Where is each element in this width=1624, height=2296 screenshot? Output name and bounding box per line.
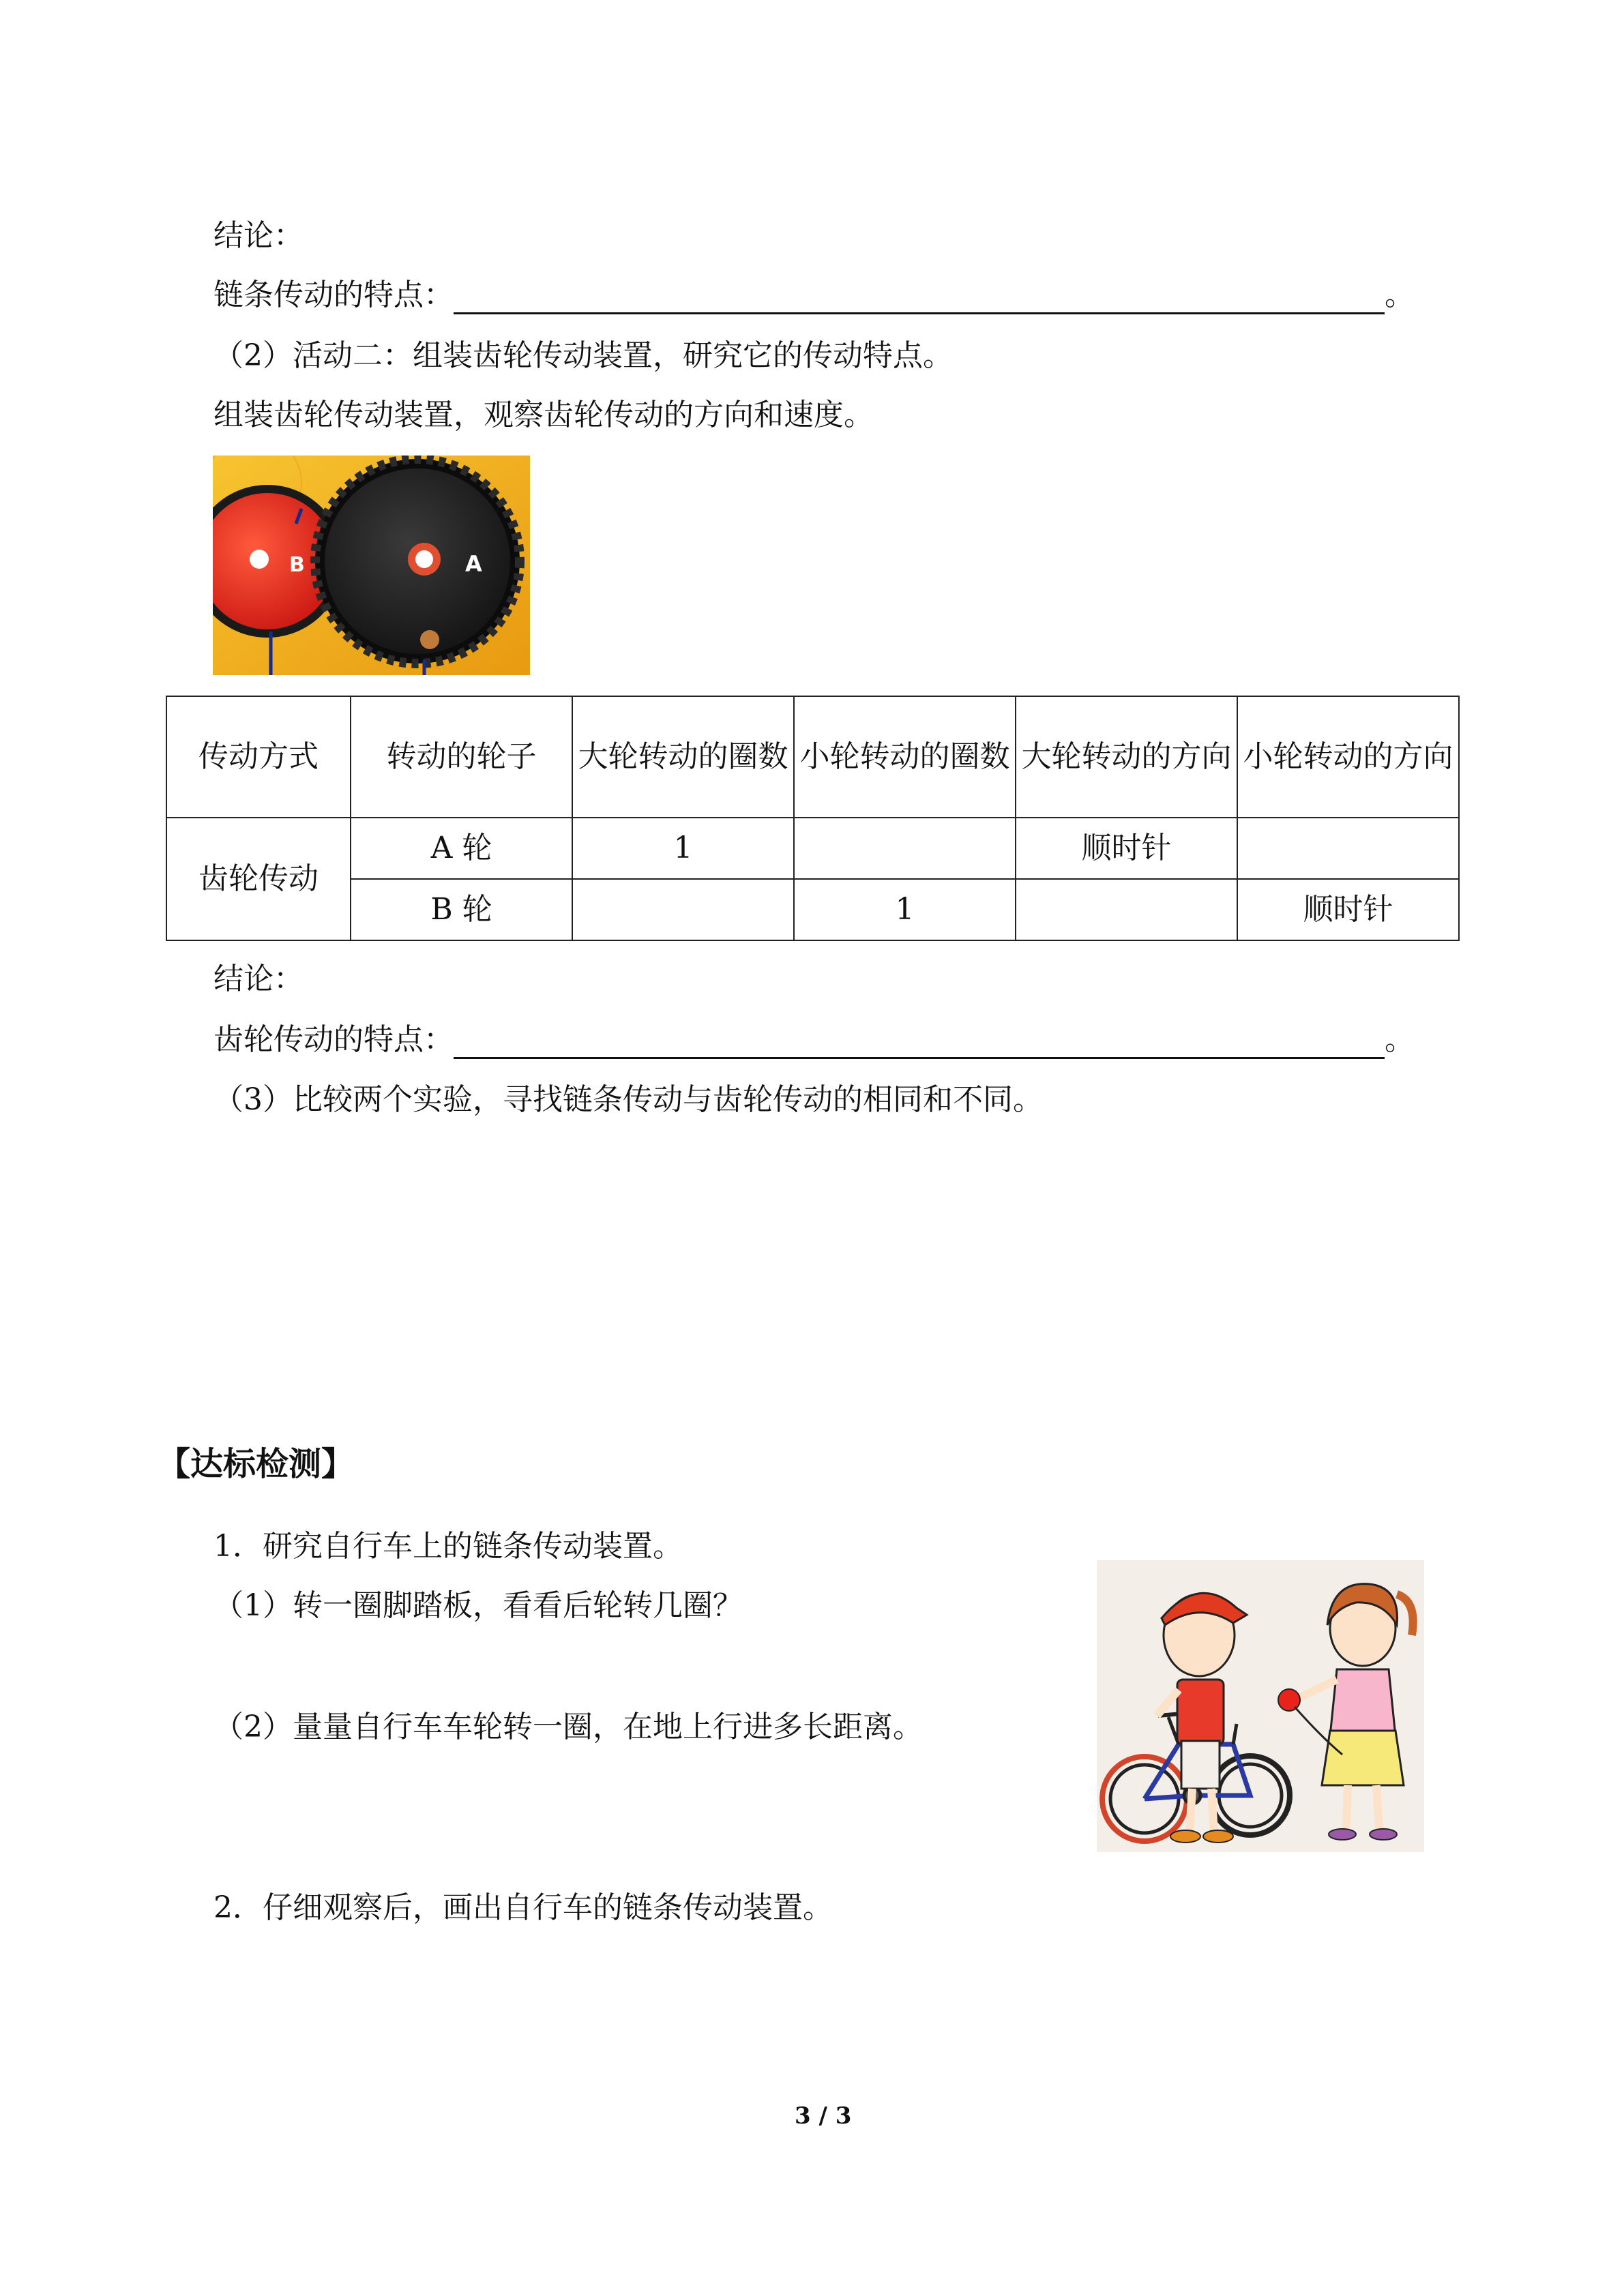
- gear-b-axle: [250, 550, 269, 569]
- conclusion-label-1: 结论：: [213, 218, 304, 253]
- big-dir-cell[interactable]: [1016, 879, 1237, 940]
- group-cell: 齿轮传动: [166, 818, 351, 940]
- question-1-2: （2）量量自行车车轮转一圈，在地上行进多长距离。: [213, 1710, 923, 1744]
- chain-feature-row: [213, 276, 1415, 314]
- small-turns-cell[interactable]: 1: [794, 879, 1016, 940]
- gear-illustration: [213, 456, 530, 675]
- header-cell: 转动的轮子: [351, 696, 572, 818]
- activity2-instruction: 组装齿轮传动装置，观察齿轮传动的方向和速度。: [213, 398, 874, 432]
- section-title: 【达标检测】: [158, 1445, 355, 1483]
- big-turns-cell[interactable]: [572, 879, 794, 940]
- question-1: 1．研究自行车上的链条传动装置。: [213, 1529, 683, 1564]
- wheel-cell: A 轮: [351, 818, 572, 879]
- gear-feature-blank[interactable]: [454, 1027, 1385, 1059]
- table-row: [166, 818, 1459, 879]
- gear-feature-label: 齿轮传动的特点：: [213, 1022, 454, 1057]
- small-dir-cell[interactable]: [1237, 818, 1459, 879]
- big-turns-cell[interactable]: 1: [572, 818, 794, 879]
- activity2-title: （2）活动二：组装齿轮传动装置，研究它的传动特点。: [213, 338, 953, 373]
- table-row: [166, 879, 1459, 940]
- wheel-cell: B 轮: [351, 879, 572, 940]
- kids-bicycle-illustration: [1097, 1560, 1424, 1852]
- header-cell: 小轮转动的方向: [1237, 696, 1459, 818]
- chain-feature-period: 。: [1385, 278, 1415, 312]
- small-turns-cell[interactable]: [794, 818, 1016, 879]
- question-1-1: （1）转一圈脚踏板，看看后轮转几圈？: [213, 1588, 743, 1623]
- gear-feature-period: 。: [1385, 1022, 1415, 1057]
- gear-b-label: B: [289, 553, 305, 577]
- gear-a-label: A: [465, 551, 482, 577]
- header-cell: 小轮转动的圈数: [794, 696, 1016, 818]
- header-cell: 传动方式: [166, 696, 351, 818]
- gear-feature-row: [213, 1021, 1415, 1059]
- chain-feature-label: 链条传动的特点：: [213, 278, 454, 312]
- small-dir-cell[interactable]: 顺时针: [1237, 879, 1459, 940]
- compare-prompt: （3）比较两个实验，寻找链条传动与齿轮传动的相同和不同。: [213, 1082, 1043, 1117]
- table-header-row: [166, 696, 1459, 818]
- header-cell: 大轮转动的圈数: [572, 696, 794, 818]
- big-dir-cell[interactable]: 顺时针: [1016, 818, 1237, 879]
- question-2: 2．仔细观察后，画出自行车的链条传动装置。: [213, 1890, 833, 1925]
- gear-photo: [213, 456, 530, 675]
- conclusion-label-2: 结论：: [213, 961, 304, 996]
- gear-drive-table: [166, 696, 1460, 941]
- bicycle-image: [1097, 1560, 1424, 1852]
- chain-feature-blank[interactable]: [454, 282, 1385, 314]
- header-cell: 大轮转动的方向: [1016, 696, 1237, 818]
- page-number: 3 / 3: [795, 2102, 852, 2130]
- gear-a: [315, 459, 520, 664]
